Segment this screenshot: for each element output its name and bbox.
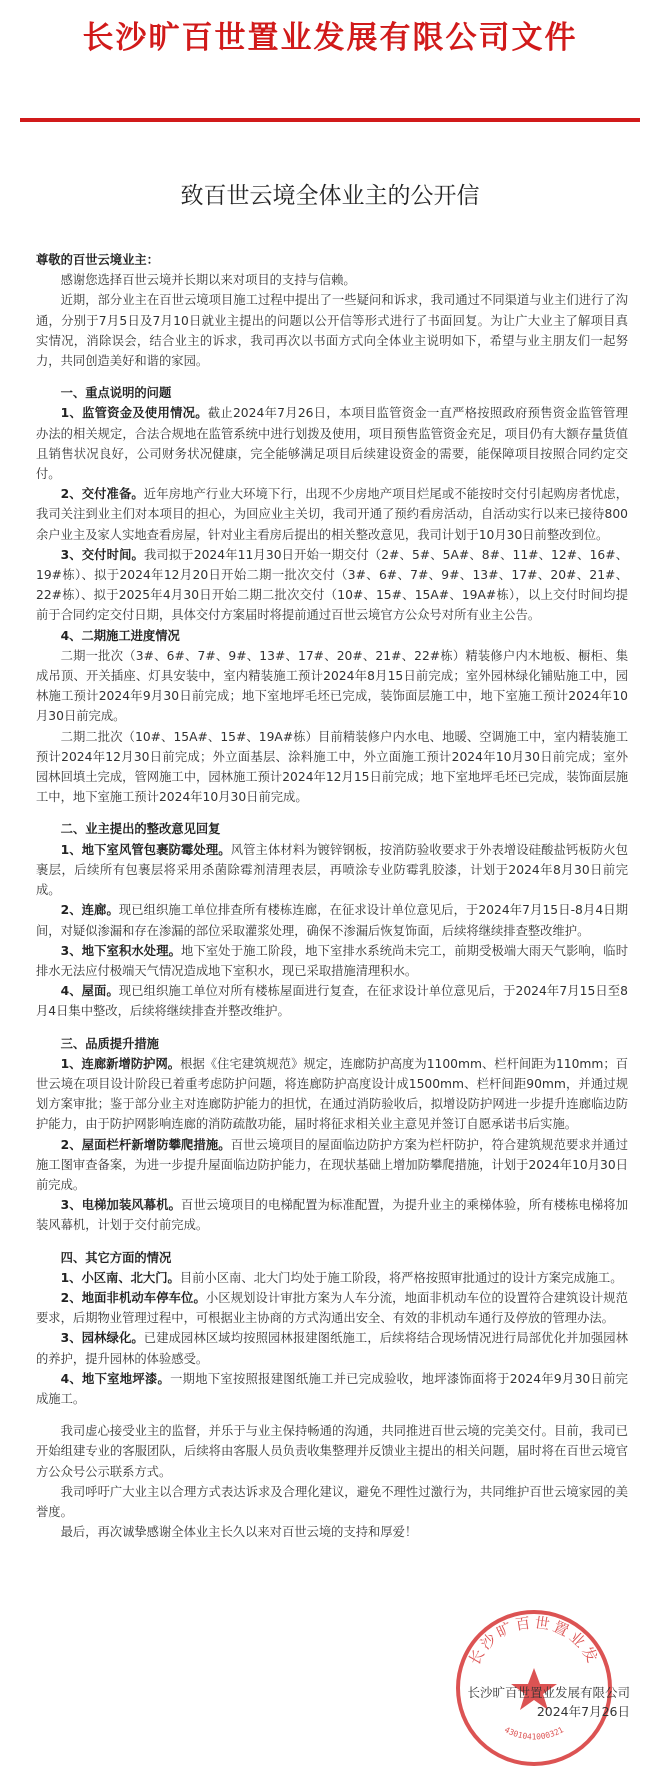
section-item-text: 百世云境项目的电梯配置为标准配置，为提升业主的乘梯体验，所有楼栋电梯将加装风幕机，计划于交付前完成。	[36, 1198, 628, 1233]
section-paragraph: 二期二批次（10#、15A#、15#、19A#栋）目前精装修户内水电、地暖、空调施工中，室内精装施工预计2024年12月30日前完成；外立面基层、涂料施工中，外立面施工预计2024年10月30日前完成；室外园林回填土完成，管网施工中，园林施工预计2024年12月15日前完成；地下室地坪毛坯已完成，装饰面层施工中，地下室施工预计2024年10月30日前完成。	[36, 729, 628, 805]
section-item-title: 1、监管资金及使用情况。	[60, 406, 208, 421]
section-item-text: 近年房地产行业大环境下行，出现不少房地产项目烂尾或不能按时交付引起购房者忧虑，我司关注到业主们对本项目的担心，为回应业主关切，我司开通了预约看房活动，自活动实行以来已接待800余户业主及家人实地查看房屋，针对业主看房后提出的相关整改意见，我司计划于10月30日前整改到位。	[36, 487, 628, 542]
section-item	[36, 1268, 628, 1288]
section-item-title: 3、地下室积水处理。	[60, 943, 182, 958]
section-heading: 三、品质提升措施	[60, 1036, 159, 1051]
closing-paragraph: 我司呼吁广大业主以合理方式表达诉求及合理化建议，避免不理性过激行为，共同维护百世云境家园的美誉度。	[36, 1484, 628, 1519]
signature-block	[440, 1683, 630, 1721]
section-item-title: 4、二期施工进度情况	[60, 628, 180, 643]
section-item-text: 目前小区南、北大门均处于施工阶段，将严格按照审批通过的设计方案完成施工。	[179, 1270, 623, 1285]
seal-code-text: 4301041000321	[502, 1725, 566, 1742]
section-item-text: 截止2024年7月26日，本项目监管资金一直严格按照政府预售资金监管管理办法的相关规定，合法合规地在监管系统中进行划拨及使用，项目预售监管资金充足，项目仍有大额存量货值且销售状况良好，公司财务状况健康，完全能够满足项目后续建设资金的需要，能保障项目按照合同约定交付。	[36, 406, 628, 482]
section-item	[36, 403, 628, 484]
section-item-text: 一期地下室按照报建图纸施工并已完成验收，地坪漆饰面将于2024年9月30日前完成施工。	[36, 1371, 628, 1406]
section-item	[36, 1288, 628, 1328]
section-item-title: 3、电梯加装风幕机。	[60, 1198, 182, 1213]
section-item-title: 3、交付时间。	[60, 547, 144, 562]
section-item	[36, 1054, 628, 1135]
section-item	[36, 840, 628, 901]
closing-paragraph: 我司虚心接受业主的监督，并乐于与业主保持畅通的沟通，共同推进百世云境的完美交付。目前，我司已开始组建专业的客服团队，后续将由客服人员负责收集整理并反馈业主提出的相关问题，届时将在百世云境官方公众号公示联系方式。	[36, 1424, 628, 1479]
intro-paragraph: 感谢您选择百世云境并长期以来对项目的支持与信赖。	[60, 273, 356, 288]
section-item	[36, 626, 628, 646]
section-item-title: 1、小区南、北大门。	[60, 1270, 180, 1285]
intro-paragraph: 近期，部分业主在百世云境项目施工过程中提出了一些疑问和诉求，我司通过不同渠道与业主们进行了沟通，分别于7月5日及7月10日就业主提出的问题以公开信等形式进行了书面回复。为让广大业主了解项目真实情况，消除误会，结合业主的诉求，我司再次以书面方式向全体业主说明如下，希望与业主朋友们一起努力，共同创造美好和谐的家园。	[36, 293, 628, 369]
section-item	[36, 1135, 628, 1196]
document-header-title: 长沙旷百世置业发展有限公司文件	[82, 20, 578, 56]
section-item-title: 2、交付准备。	[60, 487, 144, 502]
section-item-title: 4、地下室地坪漆。	[60, 1371, 171, 1386]
section-item	[36, 941, 628, 981]
section-item	[36, 900, 628, 940]
section-heading: 二、业主提出的整改意见回复	[60, 822, 221, 837]
section-item-text: 我司拟于2024年11月30日开始一期交付（2#、5#、5A#、8#、11#、12#、16#、19#栋）、拟于2024年12月20日开始二期一批次交付（3#、6#、7#、9#、13#、17#、20#、21#、22#栋）、拟于2025年4月30日开始二期二批次交付（10#、15#、15A#、19A#栋），以上交付时间均提前于合同约定交付日期，具体交付方案届时将提前通过百世云境官方公众号对所有业主公告。	[36, 547, 628, 623]
section-item-title: 2、屋面栏杆新增防攀爬措施。	[60, 1137, 231, 1152]
section-item-text: 风管主体材料为镀锌钢板，按消防验收要求于外表增设硅酸盐钙板防火包裹层，后续所有包裹层将采用杀菌除霉剂清理表层，再喷涂专业防霉乳胶漆，计划于2024年8月30日前完成。	[36, 842, 628, 898]
section-item-text: 百世云境项目的屋面临边防护方案为栏杆防护，符合建筑规范要求并通过施工图审查备案，为进一步提升屋面临边防护能力，在现状基础上增加防攀爬措施，计划于2024年10月30日前完成。	[36, 1137, 628, 1192]
section-item-title: 3、园林绿化。	[60, 1331, 144, 1346]
section-item	[36, 1195, 628, 1235]
section-item-title: 2、地面非机动车停车位。	[60, 1290, 206, 1305]
section-item-text: 现已组织施工单位排查所有楼栋连廊，在征求设计单位意见后，于2024年7月15日-8月4日期间，对疑似渗漏和存在渗漏的部位采取灌浆处理，确保不渗漏后恢复饰面，后续将继续排查整改维护。	[36, 903, 628, 938]
letter-body	[36, 250, 628, 1542]
section-item-title: 1、地下室风管包裹防霉处理。	[60, 842, 231, 857]
greeting: 尊敬的百世云境业主：	[36, 253, 159, 267]
red-divider-line	[20, 118, 640, 122]
section-item-text: 现已组织施工单位对所有楼栋屋面进行复查，在征求设计单位意见后，于2024年7月15日至8月4日集中整改，后续将继续排查并整改维护。	[36, 984, 629, 1019]
section-item	[36, 981, 628, 1021]
signature-company: 长沙旷百世置业发展有限公司	[467, 1685, 630, 1700]
section-item	[36, 1328, 628, 1368]
section-item	[36, 545, 628, 626]
seal-top-text: 长沙旷百世置业发	[465, 1613, 603, 1669]
section-item-text: 已建成园林区域均按照园林报建图纸施工，后续将结合现场情况进行局部优化并加强园林的养护，提升园林的体验感受。	[36, 1331, 628, 1366]
closing-paragraph: 最后，再次诚挚感谢全体业主长久以来对百世云境的支持和厚爱！	[60, 1525, 418, 1540]
section-item-text: 根据《住宅建筑规范》规定，连廊防护高度为1100mm、栏杆间距为110mm；百世云境在项目设计阶段已着重考虑防护问题，将连廊防护高度设计成1500mm、栏杆间距90mm，并通过规划方案审批；鉴于部分业主对连廊防护能力的担忧，在通过消防验收后，拟增设防护网进一步提升连廊临边防护能力，由于防护网影响连廊的消防疏散功能，届时将征求相关业主意见并签订自愿承诺书后实施。	[36, 1056, 628, 1132]
section-item-title: 2、连廊。	[60, 903, 119, 918]
section-heading: 一、重点说明的问题	[60, 386, 172, 401]
section-item	[36, 484, 628, 545]
section-item-title: 4、屋面。	[60, 984, 119, 999]
section-item-text: 小区规划设计审批方案为人车分流，地面非机动车位的设置符合建筑设计规范要求，后期物业管理过程中，可根据业主协商的方式沟通出安全、有效的非机动车通行及停放的管理办法。	[36, 1290, 628, 1326]
section-item	[36, 1369, 628, 1409]
section-item-text: 地下室处于施工阶段，地下室排水系统尚未完工，前期受极端大雨天气影响，临时排水无法应付极端天气情况造成地下室积水，现已采取措施清理积水。	[36, 943, 628, 978]
section-item-title: 1、连廊新增防护网。	[60, 1056, 181, 1071]
section-heading: 四、其它方面的情况	[60, 1250, 172, 1265]
signature-date: 2024年7月26日	[536, 1704, 630, 1719]
section-paragraph: 二期一批次（3#、6#、7#、9#、13#、17#、20#、21#、22#栋）精装修户内木地板、橱柜、集成吊顶、开关插座、灯具安装中，室内精装施工预计2024年8月15日前完成；室外园林绿化铺贴施工中，园林施工预计2024年9月30日前完成；地下室地坪毛坯已完成，装饰面层施工中，地下室施工预计2024年10月30日前完成。	[36, 648, 628, 724]
letter-heading: 致百世云境全体业主的公开信	[180, 183, 480, 209]
